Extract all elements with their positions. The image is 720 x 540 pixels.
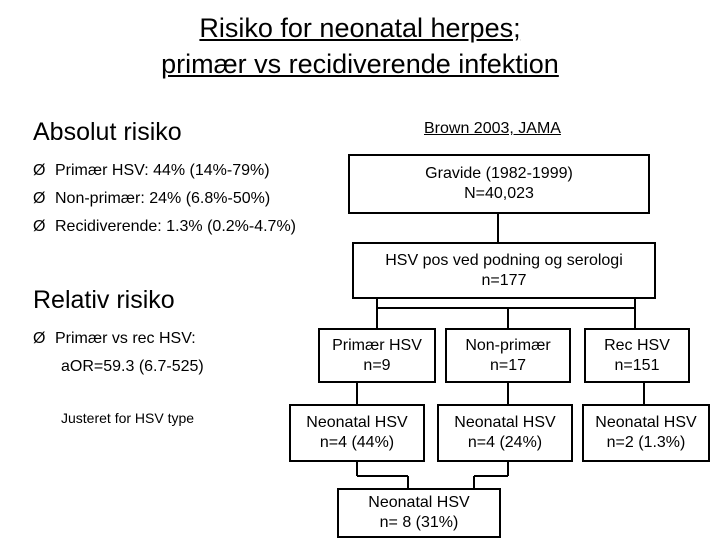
absolute-risk-bullet-nonprimary: Ø Non-primær: 24% (6.8%-50%) <box>33 190 271 207</box>
box-recurrent-hsv: Rec HSV n=151 <box>584 328 690 383</box>
bullet-arrow-icon: Ø <box>33 330 46 347</box>
bullet-arrow-icon: Ø <box>33 162 46 179</box>
relative-risk-heading: Relativ risiko <box>33 286 175 314</box>
absolute-risk-bullet-primary: Ø Primær HSV: 44% (14%-79%) <box>33 162 270 179</box>
box-neonatal-primary: Neonatal HSV n=4 (44%) <box>289 404 425 462</box>
bullet-arrow-icon: Ø <box>33 190 46 207</box>
title-line-2: primær vs recidiverende infektion <box>161 49 559 79</box>
absolute-risk-heading: Absolut risiko <box>33 118 182 146</box>
absolute-risk-bullet-recurrent: Ø Recidiverende: 1.3% (0.2%-4.7%) <box>33 218 297 235</box>
source-citation: Brown 2003, JAMA <box>424 120 561 137</box>
bullet-arrow-icon: Ø <box>33 218 46 235</box>
box-pregnant-cohort: Gravide (1982-1999) N=40,023 <box>348 154 650 214</box>
box-neonatal-total: Neonatal HSV n= 8 (31%) <box>337 488 501 538</box>
box-primary-hsv: Primær HSV n=9 <box>318 328 436 383</box>
adjustment-note: Justeret for HSV type <box>61 410 195 426</box>
relative-risk-aor: aOR=59.3 (6.7-525) <box>61 358 204 375</box>
title-line-1: Risiko for neonatal herpes; <box>199 13 521 43</box>
relative-risk-bullet: Ø Primær vs rec HSV: <box>33 330 196 347</box>
box-nonprimary: Non-primær n=17 <box>445 328 571 383</box>
box-neonatal-recurrent: Neonatal HSV n=2 (1.3%) <box>582 404 710 462</box>
box-hsv-positive: HSV pos ved podning og serologi n=177 <box>352 242 656 299</box>
box-neonatal-nonprimary: Neonatal HSV n=4 (24%) <box>437 404 573 462</box>
